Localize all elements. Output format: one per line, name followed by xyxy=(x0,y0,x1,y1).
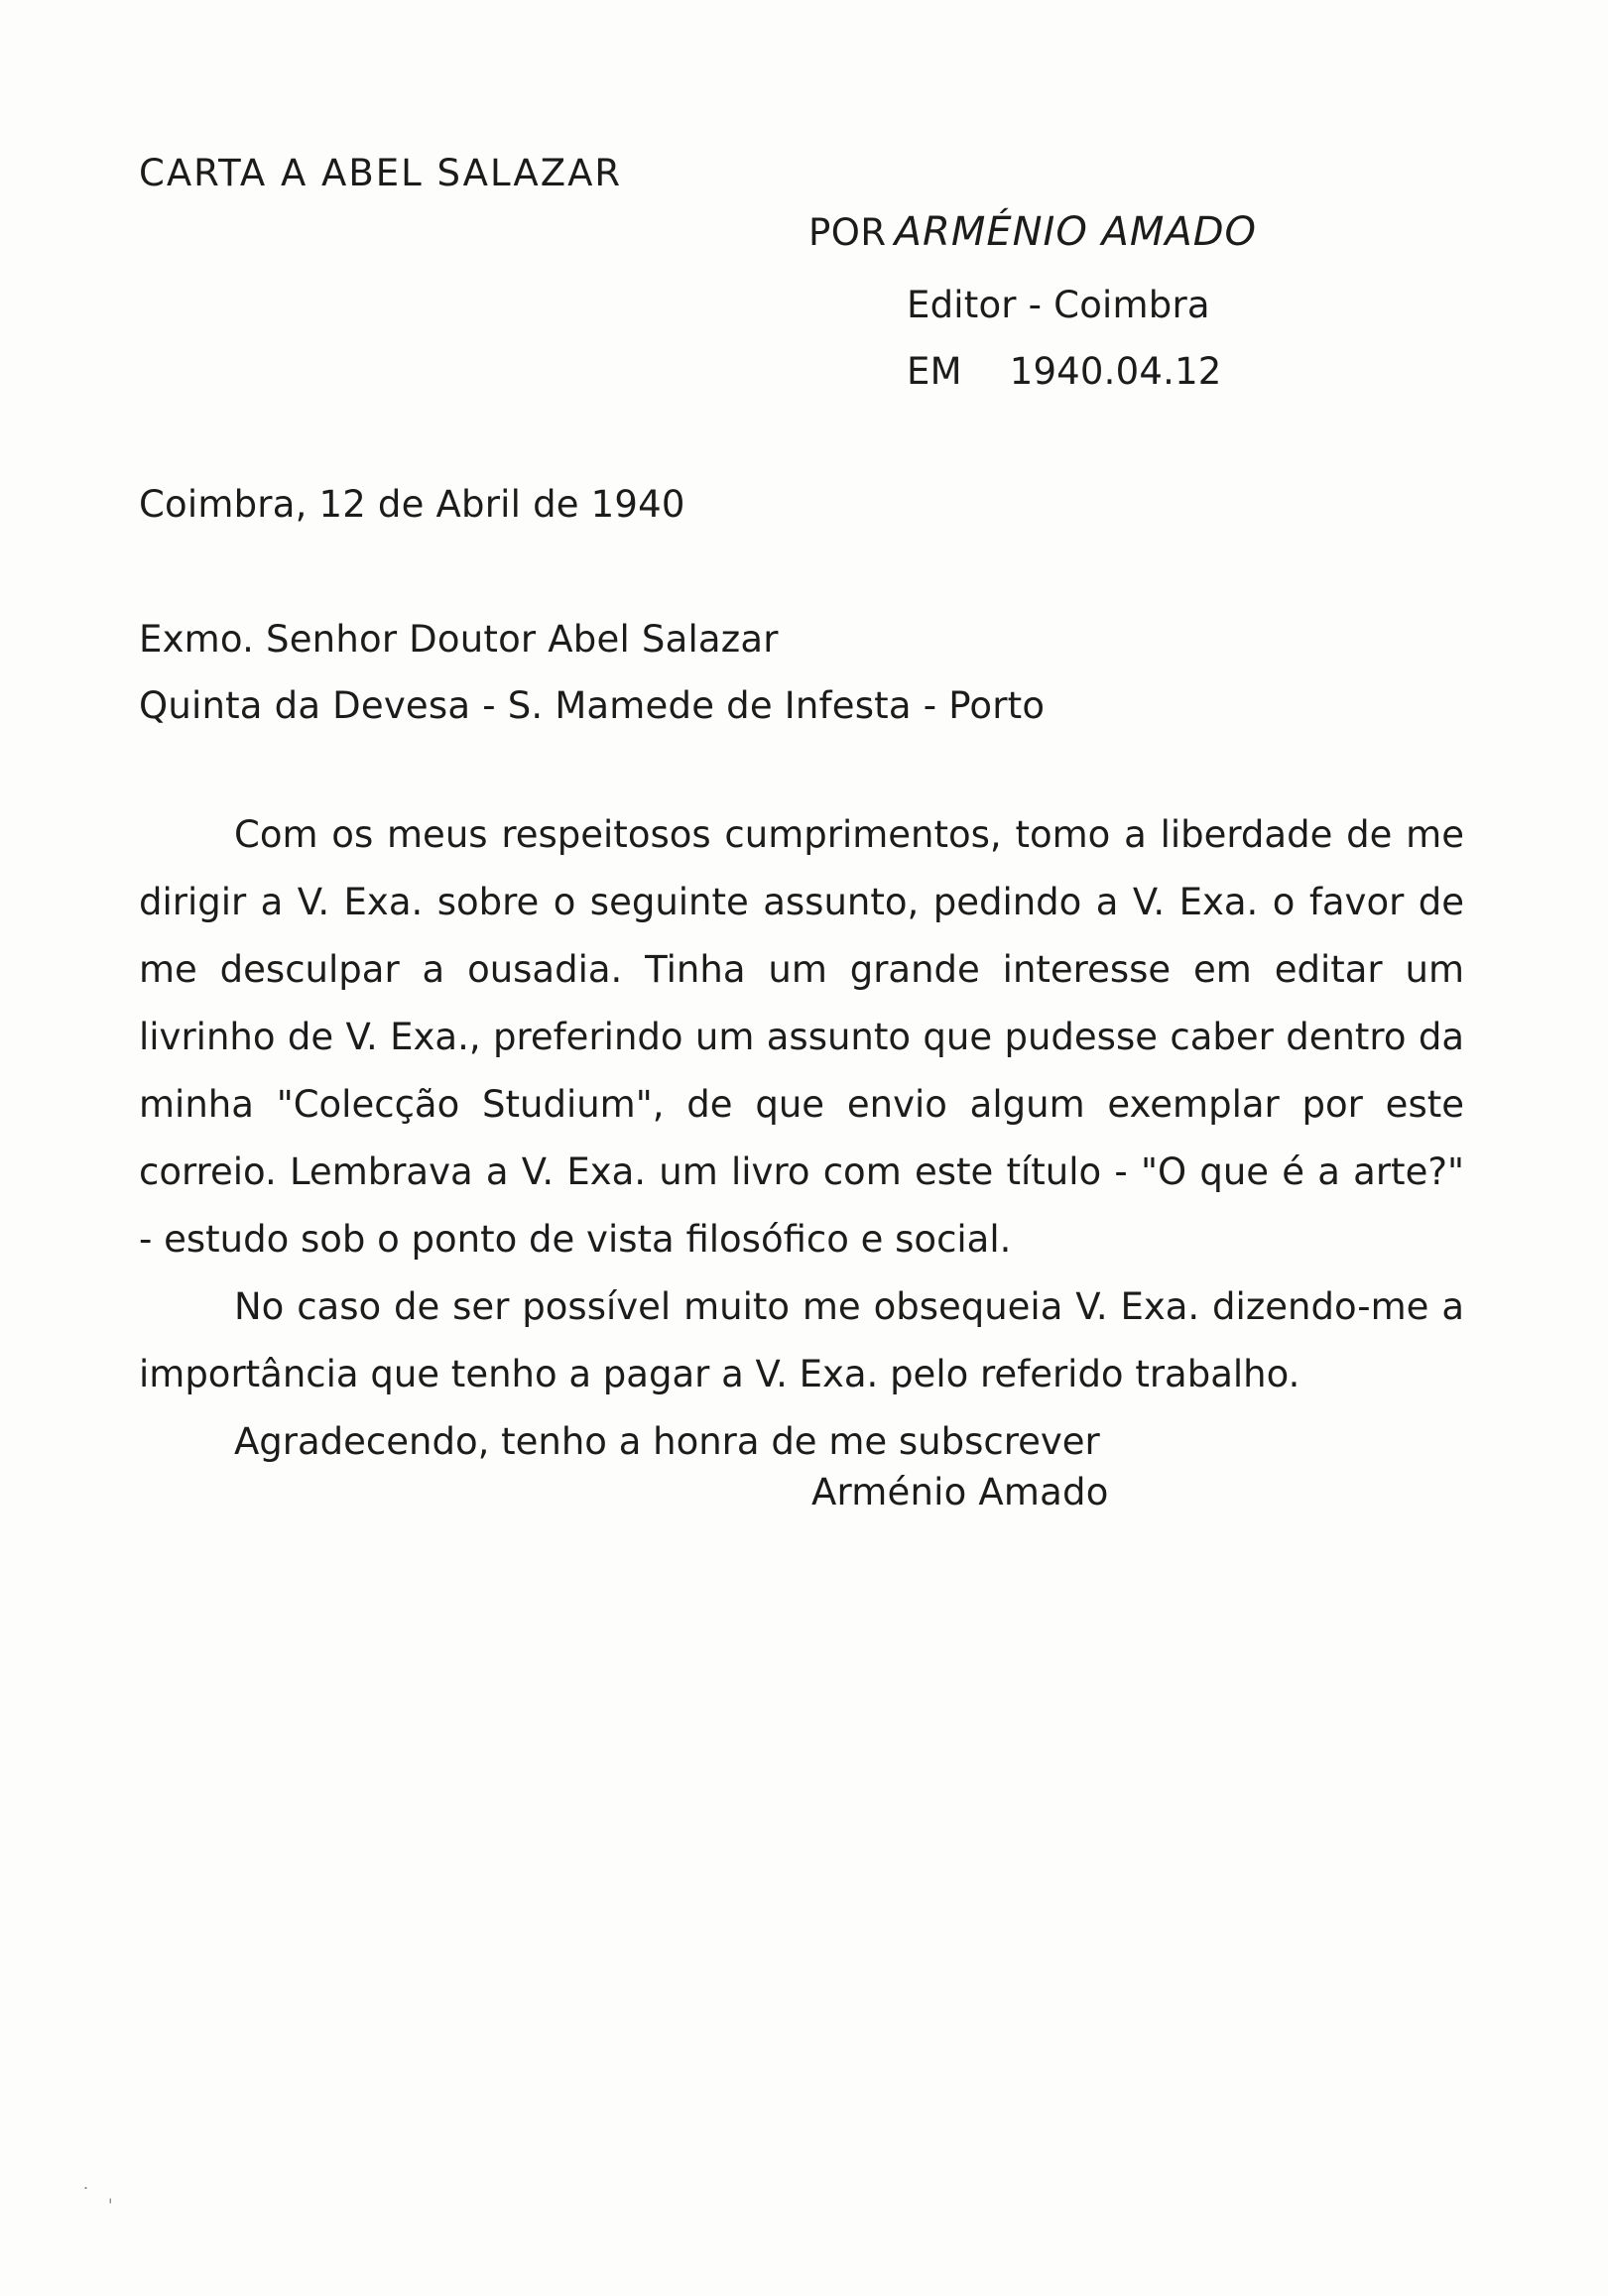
author-prefix: POR xyxy=(808,211,887,254)
signature: Arménio Amado xyxy=(811,1471,1109,1513)
letter-title: CARTA A ABEL SALAZAR xyxy=(139,152,623,194)
author-name: ARMÉNIO AMADO xyxy=(894,209,1258,255)
date-value: 1940.04.12 xyxy=(1009,350,1222,393)
place-date: Coimbra, 12 de Abril de 1940 xyxy=(139,483,685,526)
author-role: Editor - Coimbra xyxy=(907,284,1210,326)
body-paragraph: Com os meus respeitosos cumprimentos, tomo a liberdade de me dirigir a V. Exa. sobre o seguinte assunto, pedindo a V. Exa. o favor de me desculpar a ousadia. Tinha um grande interesse em editar um livrinho de V. Exa., preferindo um assunto que pudesse caber dentro da minha "Colecção Studium", de que envio algum exemplar por este correio. Lembrava a V. Exa. um livro com este título - "O que é a arte?" - estudo sob o ponto de vista filosófico e social. xyxy=(139,813,1464,1261)
closing-paragraph: Agradecendo, tenho a honra de me subscrever xyxy=(234,1420,1100,1463)
body-paragraph: No caso de ser possível muito me obsequeia V. Exa. dizendo-me a importância que tenho a pagar a V. Exa. pelo referido trabalho. xyxy=(139,1285,1464,1395)
date-label: EM xyxy=(907,350,962,393)
recipient-address: Quinta da Devesa - S. Mamede de Infesta - Porto xyxy=(139,684,1046,727)
recipient-name: Exmo. Senhor Doutor Abel Salazar xyxy=(139,618,779,661)
scan-artifact: ˙ ˌ xyxy=(81,2185,119,2206)
date-line xyxy=(907,350,1222,393)
author-line xyxy=(808,209,1258,255)
letter-body xyxy=(139,801,1464,1476)
